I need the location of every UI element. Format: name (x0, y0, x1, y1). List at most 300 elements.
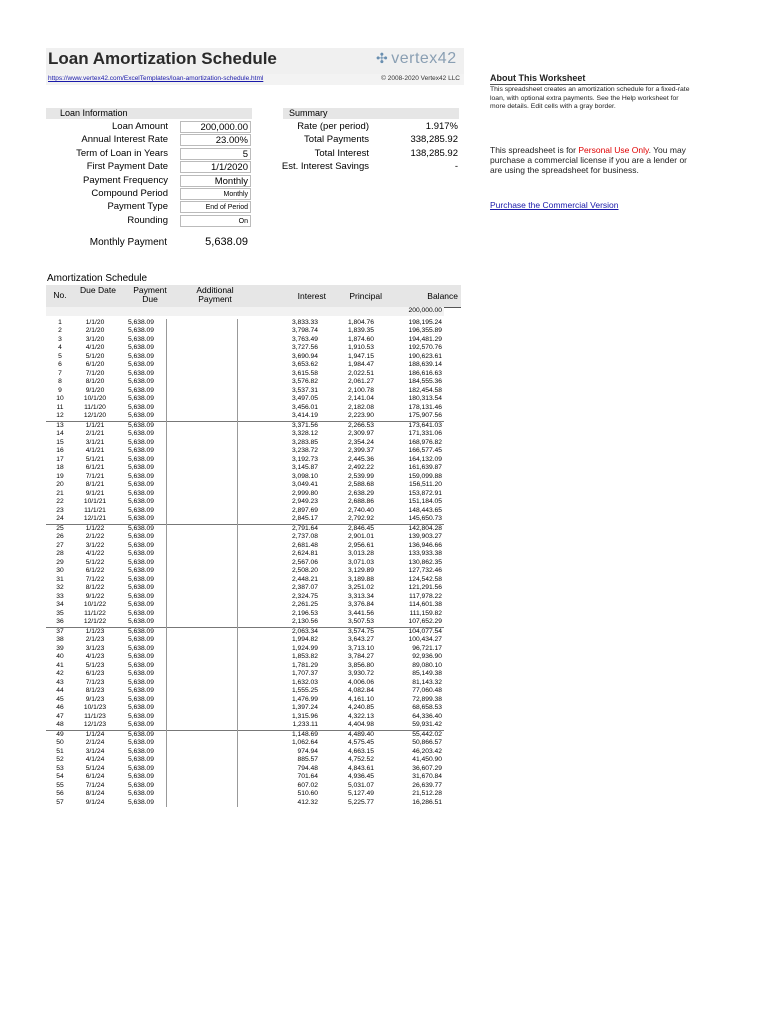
payment-no-cell: 5 (58, 352, 62, 360)
additional-payment-cell[interactable] (167, 584, 238, 593)
total-payments-label: Total Payments (304, 134, 369, 146)
balance-cell: 136,946.66 (408, 541, 442, 549)
due-date-cell: 6/1/20 (85, 361, 105, 368)
principal-cell: 2,266.53 (318, 421, 374, 430)
balance-cell: 133,933.38 (408, 550, 442, 557)
est-interest-savings-label: Est. Interest Savings (281, 161, 369, 173)
payment-no-cell: 54 (56, 773, 64, 780)
table-row (46, 395, 444, 404)
additional-payment-cell[interactable] (167, 481, 238, 490)
additional-payment-cell[interactable] (167, 679, 238, 688)
interest-cell: 2,845.17 (291, 515, 318, 522)
payment-due-cell: 5,638.09 (127, 403, 155, 411)
additional-payment-cell[interactable] (167, 387, 238, 396)
table-row (46, 361, 444, 370)
payment-due-cell: 5,638.09 (127, 558, 155, 566)
additional-payment-cell[interactable] (167, 430, 238, 439)
table-row (46, 404, 444, 413)
additional-payment-cell[interactable] (167, 378, 238, 387)
payment-due-cell: 5,638.09 (127, 636, 155, 643)
interest-cell: 3,371.56 (238, 421, 319, 430)
rounding-input[interactable]: On (180, 215, 251, 227)
additional-payment-cell[interactable] (167, 524, 238, 533)
rounding-label: Rounding (127, 214, 168, 226)
balance-cell: 161,639.87 (408, 464, 442, 471)
additional-payment-cell[interactable] (167, 790, 238, 799)
interest-cell: 2,063.34 (238, 627, 319, 636)
payment-due-cell: 5,638.09 (127, 661, 155, 669)
payment-no-cell: 12 (56, 412, 64, 419)
payment-due-cell: 5,638.09 (127, 781, 155, 789)
balance-cell: 64,336.40 (412, 712, 442, 720)
principal-cell: 3,071.03 (347, 558, 374, 566)
balance-cell: 16,286.51 (412, 798, 442, 806)
payment-no-cell: 29 (56, 558, 64, 566)
additional-payment-cell[interactable] (167, 344, 238, 353)
additional-payment-cell[interactable] (167, 559, 238, 568)
principal-cell: 2,846.45 (318, 524, 374, 533)
interest-cell: 607.02 (297, 781, 318, 789)
additional-payment-cell[interactable] (167, 361, 238, 370)
balance-cell: 117,978.22 (409, 592, 442, 600)
additional-payment-cell[interactable] (167, 456, 238, 465)
opening-balance-row (46, 307, 444, 316)
balance-cell: 21,512.28 (412, 790, 442, 797)
interest-cell: 2,791.64 (238, 524, 319, 533)
balance-cell: 164,132.09 (408, 455, 442, 463)
balance-cell: 100,434.27 (408, 636, 442, 643)
payment-no-cell: 23 (56, 506, 64, 514)
due-date-cell: 2/1/20 (85, 327, 105, 334)
additional-payment-cell[interactable] (167, 507, 238, 516)
due-date-cell: 3/1/20 (85, 335, 105, 343)
additional-payment-cell[interactable] (167, 395, 238, 404)
due-date-cell: 9/1/22 (85, 592, 105, 600)
payment-no-cell: 46 (56, 704, 64, 711)
balance-cell: 59,931.42 (412, 721, 442, 728)
payment-due-cell: 5,638.09 (127, 498, 155, 505)
balance-cell: 166,577.45 (408, 447, 442, 454)
balance-cell: 55,442.02 (374, 730, 444, 739)
additional-payment-cell[interactable] (167, 765, 238, 774)
due-date-cell: 11/1/20 (84, 403, 106, 411)
additional-payment-cell[interactable] (167, 799, 238, 808)
additional-payment-cell[interactable] (167, 645, 238, 654)
payment-due-cell: 5,638.09 (127, 747, 155, 755)
due-date-cell: 2/1/22 (85, 533, 105, 540)
interest-cell: 3,497.05 (291, 395, 318, 402)
additional-payment-cell[interactable] (167, 670, 238, 679)
payment-no-cell: 56 (56, 790, 64, 797)
additional-payment-cell[interactable] (167, 713, 238, 722)
balance-cell: 182,454.58 (408, 386, 442, 394)
additional-payment-cell[interactable] (167, 473, 238, 482)
due-date-cell: 7/1/24 (85, 781, 105, 789)
interest-cell: 1,781.29 (291, 661, 318, 669)
table-row (46, 490, 444, 499)
additional-payment-cell[interactable] (167, 498, 238, 507)
table-row (46, 730, 444, 739)
principal-cell: 1,910.53 (347, 344, 374, 351)
balance-cell: 114,601.38 (409, 601, 442, 608)
table-row (46, 645, 444, 654)
payment-due-cell: 5,638.09 (127, 575, 155, 583)
principal-cell: 2,182.08 (347, 403, 374, 411)
principal-cell: 4,082.84 (347, 687, 374, 694)
balance-cell: 104,077.54 (374, 627, 444, 636)
payment-due-cell: 5,638.09 (116, 524, 167, 533)
principal-cell: 4,322.13 (347, 712, 374, 720)
principal-cell: 4,752.52 (347, 756, 374, 763)
principal-cell: 4,240.85 (347, 704, 374, 711)
interest-cell: 3,537.31 (291, 386, 318, 394)
payment-frequency-input[interactable]: Monthly (180, 175, 251, 187)
payment-due-cell: 5,638.09 (127, 361, 155, 368)
rate-per-period-value: 1.917% (425, 121, 458, 132)
payment-due-cell: 5,638.09 (127, 412, 155, 419)
principal-cell: 3,251.02 (347, 584, 374, 591)
payment-due-cell: 5,638.09 (127, 515, 155, 522)
interest-cell: 3,049.41 (291, 481, 318, 488)
due-date-cell: 3/1/24 (85, 747, 105, 755)
payment-no-cell: 4 (58, 344, 62, 351)
payment-no-cell: 57 (56, 798, 64, 806)
principal-cell: 3,441.56 (347, 609, 374, 617)
first-payment-date-input[interactable]: 1/1/2020 (180, 161, 251, 173)
principal-cell: 2,901.01 (347, 533, 374, 540)
balance-cell: 81,143.32 (412, 678, 442, 686)
payment-due-cell: 5,638.09 (127, 712, 155, 720)
table-row (46, 507, 444, 516)
principal-cell: 1,874.60 (347, 335, 374, 343)
payment-no-cell: 26 (56, 533, 64, 540)
payment-due-cell: 5,638.09 (127, 335, 155, 343)
payment-due-cell: 5,638.09 (127, 327, 155, 334)
interest-cell: 1,148.69 (238, 730, 319, 739)
principal-cell: 2,588.68 (347, 481, 374, 488)
interest-cell: 2,624.81 (291, 550, 318, 557)
balance-cell: 186,616.63 (408, 369, 442, 377)
interest-cell: 2,196.53 (291, 609, 318, 617)
balance-cell: 156,511.20 (409, 481, 442, 488)
due-date-cell: 6/1/24 (85, 773, 105, 780)
term-years-input[interactable]: 5 (180, 148, 251, 160)
principal-cell: 1,839.35 (347, 327, 374, 334)
summary-heading: Summary (283, 108, 459, 119)
additional-payment-cell[interactable] (167, 627, 238, 636)
additional-payment-cell[interactable] (167, 353, 238, 362)
table-row (46, 713, 444, 722)
table-row (46, 319, 444, 328)
purchase-commercial-link[interactable]: Purchase the Commercial Version (490, 200, 619, 210)
table-row (46, 464, 444, 473)
copyright: © 2008-2020 Vertex42 LLC (381, 75, 460, 82)
principal-cell: 2,539.99 (347, 472, 374, 480)
additional-payment-cell[interactable] (167, 319, 238, 328)
balance-cell: 190,623.61 (408, 352, 442, 360)
due-date-cell: 5/1/20 (85, 352, 105, 360)
due-date-cell: 6/1/22 (85, 567, 105, 574)
table-row (46, 601, 444, 610)
table-row (46, 430, 444, 439)
payment-no-cell: 36 (56, 618, 64, 625)
interest-cell: 1,632.03 (291, 678, 318, 686)
balance-cell: 184,555.36 (408, 378, 442, 385)
payment-no-cell: 28 (56, 550, 64, 557)
table-row (46, 421, 444, 430)
due-date-cell: 8/1/21 (85, 481, 105, 488)
balance-cell: 96,721.17 (412, 644, 442, 652)
principal-cell: 3,574.75 (318, 627, 374, 636)
payment-due-cell: 5,638.09 (116, 627, 167, 636)
table-row (46, 456, 444, 465)
payment-due-cell: 5,638.09 (127, 369, 155, 377)
additional-payment-cell[interactable] (167, 421, 238, 430)
principal-cell: 2,061.27 (347, 378, 374, 385)
due-date-cell: 4/1/21 (85, 447, 105, 454)
due-date-cell: 9/1/23 (85, 695, 105, 703)
additional-payment-cell[interactable] (167, 687, 238, 696)
payment-no-cell: 17 (56, 455, 64, 463)
table-row (46, 550, 444, 559)
additional-payment-cell[interactable] (167, 662, 238, 671)
total-interest-label: Total Interest (314, 147, 369, 159)
payment-due-cell: 5,638.09 (116, 730, 167, 739)
payment-no-cell: 39 (56, 644, 64, 652)
balance-cell: 72,899.38 (412, 695, 442, 703)
additional-payment-cell[interactable] (167, 601, 238, 610)
interest-cell: 2,999.80 (291, 489, 318, 497)
interest-cell: 3,576.82 (291, 378, 318, 385)
due-date-cell: 3/1/21 (85, 438, 105, 446)
payment-due-cell: 5,638.09 (127, 378, 155, 385)
balance-cell: 130,862.35 (408, 558, 442, 566)
due-date-cell: 2/1/23 (85, 636, 105, 643)
principal-cell: 2,956.61 (347, 541, 374, 549)
interest-cell: 1,233.11 (292, 721, 318, 728)
payment-no-cell: 32 (56, 584, 64, 591)
loan-amount-input[interactable]: 200,000.00 (180, 121, 251, 133)
additional-payment-cell[interactable] (167, 748, 238, 757)
table-row (46, 627, 444, 636)
interest-cell: 3,690.94 (291, 352, 318, 360)
interest-cell: 1,397.24 (291, 704, 318, 711)
due-date-cell: 10/1/22 (83, 601, 107, 608)
balance-cell: 171,331.06 (408, 430, 442, 437)
additional-payment-cell[interactable] (167, 542, 238, 551)
rate-per-period-label: Rate (per period) (297, 121, 369, 132)
table-row (46, 370, 444, 379)
table-row (46, 765, 444, 774)
col-no: No. (53, 290, 67, 300)
principal-cell: 4,006.06 (347, 678, 374, 686)
payment-due-cell: 5,638.09 (127, 584, 155, 591)
payment-due-cell: 5,638.09 (127, 506, 155, 514)
principal-cell: 5,225.77 (347, 798, 374, 806)
additional-payment-cell[interactable] (167, 447, 238, 456)
balance-cell: 192,570.76 (408, 344, 442, 351)
balance-cell: 68,658.53 (412, 704, 442, 711)
interest-cell: 794.48 (297, 764, 318, 772)
about-title: About This Worksheet (490, 73, 680, 85)
principal-cell: 5,031.07 (347, 781, 374, 789)
due-date-cell: 11/1/23 (84, 712, 106, 720)
payment-due-cell: 5,638.09 (127, 773, 155, 780)
payment-no-cell: 55 (56, 781, 64, 789)
additional-payment-cell[interactable] (167, 610, 238, 619)
balance-cell: 188,639.14 (408, 361, 442, 368)
additional-payment-cell[interactable] (167, 327, 238, 336)
payment-due-cell: 5,638.09 (127, 464, 155, 471)
additional-payment-cell[interactable] (167, 618, 238, 627)
additional-payment-cell[interactable] (167, 550, 238, 559)
payment-due-cell: 5,638.09 (127, 541, 155, 549)
monthly-payment-value: 5,638.09 (205, 236, 248, 248)
payment-no-cell: 13 (46, 421, 74, 430)
source-link[interactable]: https://www.vertex42.com/ExcelTemplates/loan-amortization-schedule.html (48, 75, 264, 82)
interest-cell: 412.32 (297, 798, 318, 806)
additional-payment-cell[interactable] (167, 404, 238, 413)
balance-cell: 139,903.27 (408, 533, 442, 540)
due-date-cell: 12/1/23 (83, 721, 107, 728)
payment-due-cell: 5,638.09 (127, 601, 155, 608)
principal-cell: 3,507.53 (347, 618, 374, 625)
additional-payment-cell[interactable] (167, 773, 238, 782)
additional-payment-cell[interactable] (167, 567, 238, 576)
balance-cell: 121,291.56 (408, 584, 442, 591)
interest-cell: 2,949.23 (291, 498, 318, 505)
principal-cell: 3,856.80 (347, 661, 374, 669)
table-row (46, 439, 444, 448)
interest-cell: 2,130.56 (291, 618, 318, 625)
payment-no-cell: 38 (56, 636, 64, 643)
additional-payment-cell[interactable] (167, 336, 238, 345)
col-due-date: Due Date (80, 285, 116, 295)
additional-payment-cell[interactable] (167, 370, 238, 379)
principal-cell: 3,784.27 (347, 653, 374, 660)
additional-payment-cell[interactable] (167, 515, 238, 524)
additional-payment-cell[interactable] (167, 721, 238, 730)
due-date-cell: 6/1/21 (85, 464, 105, 471)
additional-payment-cell[interactable] (167, 490, 238, 499)
table-row (46, 799, 444, 808)
principal-cell: 3,930.72 (347, 670, 374, 677)
principal-cell: 2,100.78 (347, 386, 374, 394)
principal-cell: 2,445.36 (347, 455, 374, 463)
balance-cell: 168,976.82 (408, 438, 442, 446)
due-date-cell: 7/1/20 (85, 369, 105, 377)
balance-cell: 180,313.54 (408, 395, 442, 402)
additional-payment-cell[interactable] (167, 653, 238, 662)
due-date-cell: 4/1/22 (85, 550, 105, 557)
interest-cell: 3,328.12 (291, 430, 318, 437)
balance-cell: 151,184.05 (408, 498, 442, 505)
payment-no-cell: 51 (56, 747, 64, 755)
table-row (46, 636, 444, 645)
additional-payment-cell[interactable] (167, 439, 238, 448)
interest-cell: 2,567.06 (291, 558, 318, 566)
due-date-cell: 7/1/22 (85, 575, 105, 583)
interest-cell: 1,476.99 (291, 695, 318, 703)
interest-cell: 3,098.10 (291, 472, 318, 480)
est-interest-savings-value: - (454, 161, 458, 173)
additional-payment-cell[interactable] (167, 782, 238, 791)
payment-no-cell: 18 (56, 464, 64, 471)
principal-cell: 2,638.29 (347, 489, 374, 497)
principal-cell: 4,936.45 (347, 773, 374, 780)
payment-no-cell: 14 (56, 430, 64, 437)
payment-no-cell: 41 (56, 661, 64, 669)
interest-cell: 3,414.19 (291, 412, 318, 419)
table-row (46, 756, 444, 765)
table-row (46, 567, 444, 576)
payment-due-cell: 5,638.09 (127, 756, 155, 763)
due-date-cell: 4/1/20 (85, 344, 105, 351)
additional-payment-cell[interactable] (167, 533, 238, 542)
due-date-cell: 8/1/23 (85, 687, 105, 694)
principal-cell: 2,022.51 (347, 369, 374, 377)
payment-type-input[interactable]: End of Period (180, 201, 251, 213)
table-row (46, 515, 444, 524)
payment-no-cell: 19 (56, 472, 64, 480)
due-date-cell: 10/1/21 (83, 498, 107, 505)
additional-payment-cell[interactable] (167, 576, 238, 585)
table-row (46, 344, 444, 353)
table-row (46, 662, 444, 671)
payment-no-cell: 30 (56, 567, 64, 574)
additional-payment-cell[interactable] (167, 739, 238, 748)
due-date-cell: 5/1/23 (85, 661, 105, 669)
interest-cell: 3,727.56 (291, 344, 318, 351)
payment-no-cell: 24 (56, 515, 64, 522)
additional-payment-cell[interactable] (167, 730, 238, 739)
additional-payment-cell[interactable] (167, 412, 238, 421)
table-row (46, 696, 444, 705)
additional-payment-cell[interactable] (167, 696, 238, 705)
additional-payment-cell[interactable] (167, 636, 238, 645)
due-date-cell: 3/1/22 (85, 541, 105, 549)
interest-cell: 3,192.73 (291, 455, 318, 463)
interest-cell: 1,707.37 (291, 670, 318, 677)
interest-cell: 1,924.99 (291, 644, 318, 652)
payment-no-cell: 49 (46, 730, 74, 739)
principal-cell: 2,223.90 (347, 412, 374, 419)
due-date-cell: 12/1/21 (83, 515, 107, 522)
principal-cell: 2,792.92 (347, 515, 374, 522)
principal-cell: 3,129.89 (347, 567, 374, 574)
interest-cell: 2,261.25 (291, 601, 318, 608)
interest-cell: 3,798.74 (291, 327, 318, 334)
additional-payment-cell[interactable] (167, 464, 238, 473)
balance-cell: 46,203.42 (412, 747, 442, 755)
annual-interest-rate-input[interactable]: 23.00% (180, 134, 251, 146)
principal-cell: 1,947.15 (347, 352, 374, 360)
interest-cell: 1,315.96 (291, 712, 318, 720)
interest-cell: 701.64 (297, 773, 318, 780)
additional-payment-cell[interactable] (167, 756, 238, 765)
payment-no-cell: 20 (56, 481, 64, 488)
due-date-cell: 2/1/21 (85, 430, 105, 437)
additional-payment-cell[interactable] (167, 704, 238, 713)
table-row (46, 481, 444, 490)
payment-due-cell: 5,638.09 (127, 386, 155, 394)
payment-due-cell: 5,638.09 (127, 739, 155, 746)
payment-due-cell: 5,638.09 (127, 695, 155, 703)
additional-payment-cell[interactable] (167, 593, 238, 602)
compound-period-input[interactable]: Monthly (180, 188, 251, 200)
due-date-cell: 9/1/20 (85, 386, 105, 394)
payment-due-cell: 5,638.09 (127, 704, 155, 711)
